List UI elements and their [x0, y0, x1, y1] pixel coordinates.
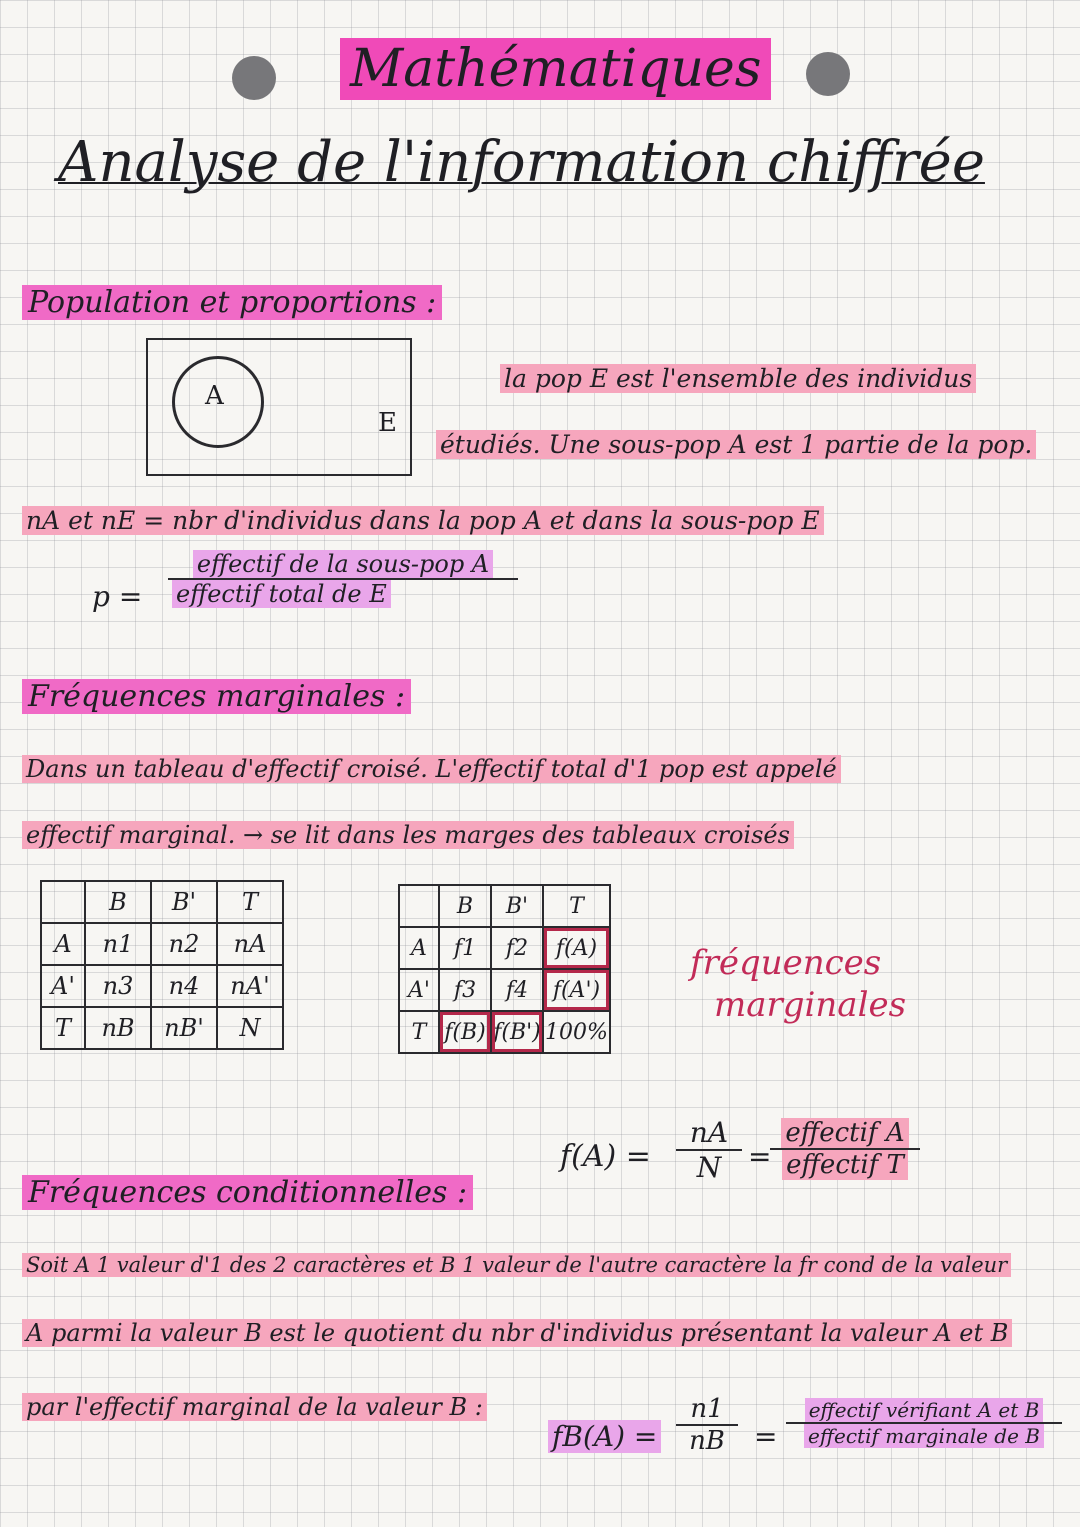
fba-fraction-1-num: n1	[676, 1394, 738, 1426]
table-cell: f4	[491, 969, 543, 1011]
fba-formula-lhs: fB(A) =	[548, 1420, 661, 1454]
fa-fraction-2-num: effectif A	[781, 1118, 908, 1148]
page-title: Analyse de l'information chiffrée	[58, 130, 985, 195]
table-cell: f1	[439, 927, 491, 969]
definition-line-2: étudiés. Une sous-pop A est 1 partie de la pop.	[436, 428, 1048, 462]
marginal-frequencies-label	[690, 942, 906, 1026]
fba-formula-eq: =	[754, 1420, 778, 1453]
table-header: T	[543, 885, 610, 927]
table-cell: n1	[85, 923, 151, 965]
table-cell	[399, 885, 439, 927]
conditional-text-line-2: A parmi la valeur B est le quotient du nbr d'individus présentant la valeur A et B	[22, 1316, 1012, 1350]
table-cell-marginal: f(A')	[543, 969, 610, 1011]
fa-fraction-1-den: N	[696, 1151, 722, 1184]
table-row	[399, 927, 610, 969]
fa-formula-eq: =	[748, 1140, 772, 1173]
marginal-label-line-2: marginales	[714, 985, 907, 1025]
p-denominator: effectif total de E	[172, 580, 391, 608]
section-heading-text: Population et proportions :	[22, 285, 442, 320]
fa-formula-lhs: f(A) =	[560, 1139, 651, 1174]
conditional-text-line-1: Soit A 1 valeur d'1 des 2 caractères et B 1 valeur de l'autre caractère la fr cond de la valeur	[22, 1248, 1058, 1282]
table-cell: T	[399, 1011, 439, 1053]
marginal-text-line-1: Dans un tableau d'effectif croisé. L'effectif total d'1 pop est appelé	[22, 752, 841, 786]
marginal-text-line-2: effectif marginal. → se lit dans les marges des tableaux croisés	[22, 818, 794, 852]
section-heading-population	[22, 282, 442, 324]
table-cell-marginal: f(B')	[491, 1011, 543, 1053]
p-label: p =	[92, 580, 143, 613]
table-cell: T	[41, 1007, 85, 1049]
table-row	[41, 965, 283, 1007]
table-cell: n2	[151, 923, 217, 965]
table-cell: A'	[41, 965, 85, 1007]
table-cell	[41, 881, 85, 923]
count-table	[40, 880, 284, 1050]
table-cell: A	[41, 923, 85, 965]
table-cell: 100%	[543, 1011, 610, 1053]
table-cell: f3	[439, 969, 491, 1011]
table-cell: nB'	[151, 1007, 217, 1049]
table-header: B	[439, 885, 491, 927]
section-heading-marginal: Fréquences marginales :	[22, 676, 411, 718]
table-cell: n3	[85, 965, 151, 1007]
table-cell: A	[399, 927, 439, 969]
table-row	[41, 1007, 283, 1049]
table-cell: nA	[217, 923, 283, 965]
fa-fraction-1-num: nA	[676, 1116, 742, 1151]
table-row	[41, 923, 283, 965]
marginal-label-line-1: fréquences	[690, 943, 882, 983]
conditional-text-line-3: par l'effectif marginal de la valeur B :	[22, 1390, 487, 1424]
fa-fraction-2-den: effectif T	[782, 1150, 908, 1180]
na-ne-definition: nA et nE = nbr d'individus dans la pop A et dans la sous-pop E	[22, 504, 824, 538]
fba-fraction-2-num: effectif vérifiant A et B	[805, 1398, 1044, 1422]
p-fraction	[168, 550, 518, 608]
table-row	[399, 1011, 610, 1053]
table-cell-marginal: f(B)	[439, 1011, 491, 1053]
venn-diagram	[146, 338, 412, 476]
punch-hole-left	[232, 56, 276, 100]
fba-fraction-2-den: effectif marginale de B	[804, 1424, 1044, 1448]
venn-circle-label: A	[205, 381, 224, 411]
section-heading-conditional: Fréquences conditionnelles :	[22, 1172, 473, 1214]
table-cell: n4	[151, 965, 217, 1007]
venn-set-label: E	[378, 408, 397, 438]
p-numerator: effectif de la sous-pop A	[193, 550, 493, 578]
table-cell: N	[217, 1007, 283, 1049]
fa-fraction-2	[770, 1118, 920, 1180]
definition-line-1: la pop E est l'ensemble des individus	[500, 362, 976, 396]
venn-circle	[172, 356, 264, 448]
table-cell-marginal: f(A)	[543, 927, 610, 969]
table-row	[399, 885, 610, 927]
table-row	[399, 969, 610, 1011]
fa-fraction-1	[676, 1116, 742, 1184]
fba-fraction-2	[786, 1398, 1062, 1448]
fba-fraction-1-den: nB	[689, 1426, 725, 1456]
frequency-table	[398, 884, 611, 1054]
fba-fraction-1	[676, 1394, 738, 1456]
table-header: B'	[151, 881, 217, 923]
table-cell: f2	[491, 927, 543, 969]
table-row	[41, 881, 283, 923]
table-cell: nB	[85, 1007, 151, 1049]
punch-hole-right	[806, 52, 850, 96]
table-header: T	[217, 881, 283, 923]
table-cell: A'	[399, 969, 439, 1011]
table-cell: nA'	[217, 965, 283, 1007]
table-header: B	[85, 881, 151, 923]
table-header: B'	[491, 885, 543, 927]
subject-title: Mathématiques	[340, 38, 771, 100]
